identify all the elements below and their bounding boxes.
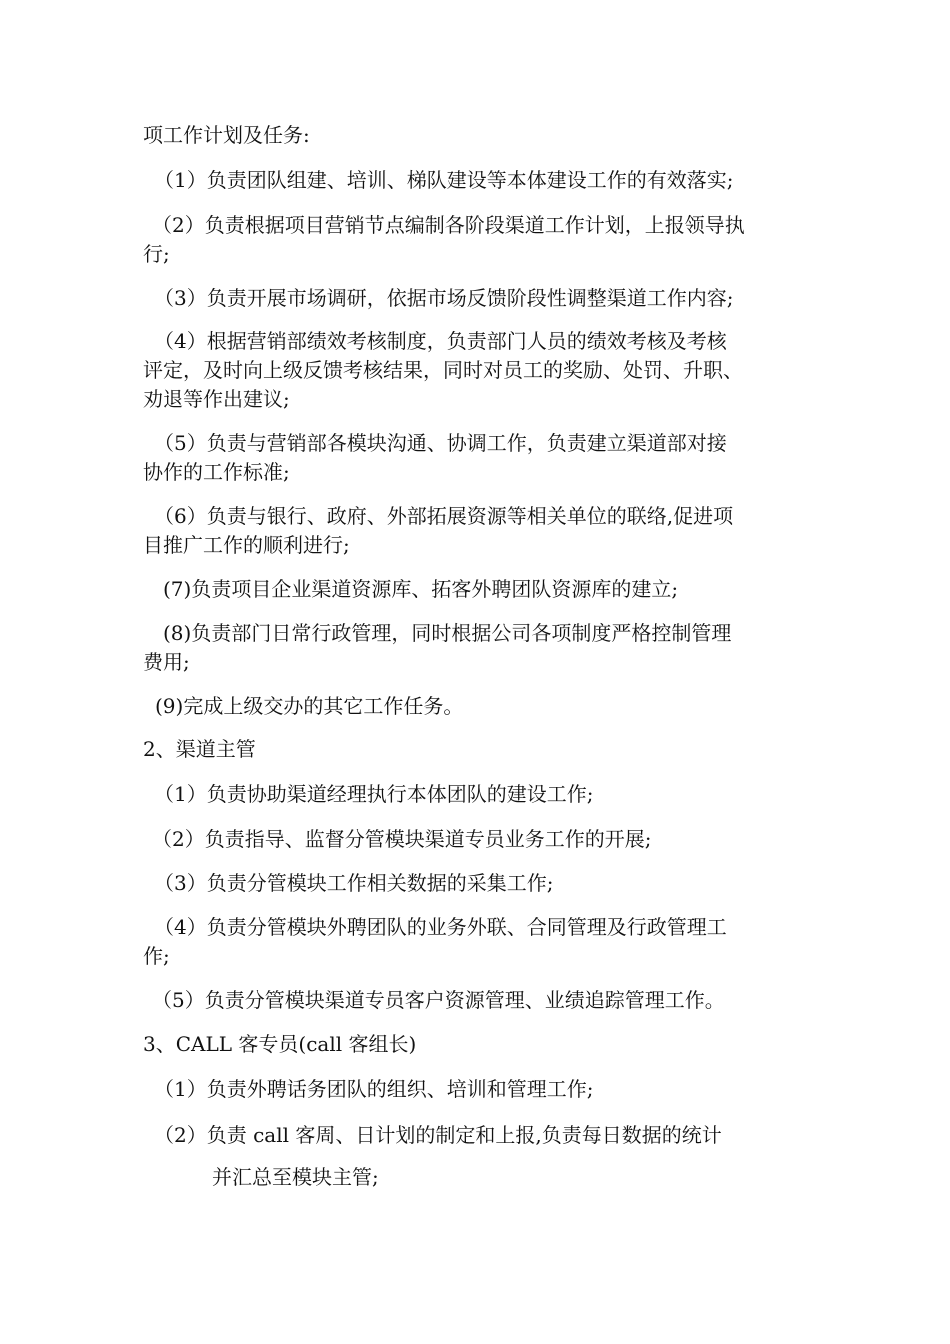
text-line: （2）负责 call 客周、日计划的制定和上报,负责每日数据的统计 (154, 1123, 722, 1147)
paragraph-s2-item-5 (152, 986, 832, 1015)
text-line: 2、渠道主管 (143, 737, 256, 761)
text-line: (7)负责项目企业渠道资源库、拓客外聘团队资源库的建立; (163, 577, 679, 601)
text-line: 协作的工作标准; (143, 460, 290, 484)
paragraph-s3-item-2-cont (212, 1163, 892, 1192)
paragraph-item-4 (143, 327, 834, 414)
text-line: 评定，及时向上级反馈考核结果，同时对员工的奖励、处罚、升职、 (143, 358, 743, 382)
paragraph-s3-item-2 (154, 1121, 834, 1150)
paragraph-item-3 (154, 284, 834, 313)
paragraph-item-6 (143, 502, 834, 560)
text-line: （5）负责与营销部各模块沟通、协调工作，负责建立渠道部对接 (154, 431, 727, 455)
paragraph-s2-item-3 (154, 869, 834, 898)
text-line: （5）负责分管模块渠道专员客户资源管理、业绩追踪管理工作。 (152, 988, 725, 1012)
text-line: 并汇总至模块主管; (212, 1165, 379, 1189)
text-line: 费用; (143, 650, 190, 674)
section-heading-2 (143, 735, 823, 764)
text-line: （1）负责外聘话务团队的组织、培训和管理工作; (154, 1077, 594, 1101)
paragraph-item-5 (143, 429, 834, 487)
text-line: （2）负责根据项目营销节点编制各阶段渠道工作计划，上报领导执 (152, 213, 745, 237)
text-line: （2）负责指导、监督分管模块渠道专员业务工作的开展; (152, 827, 652, 851)
paragraph-s2-item-4 (143, 913, 834, 971)
text-line: (9)完成上级交办的其它工作任务。 (155, 694, 464, 718)
text-line: （6）负责与银行、政府、外部拓展资源等相关单位的联络,促进项 (154, 504, 734, 528)
paragraph-s3-item-1 (154, 1075, 834, 1104)
paragraph-item-7 (163, 575, 843, 604)
text-line: （1）负责协助渠道经理执行本体团队的建设工作; (154, 782, 594, 806)
paragraph-s2-item-1 (154, 780, 834, 809)
paragraph-s2-item-2 (152, 825, 832, 854)
text-line: （4）负责分管模块外聘团队的业务外联、合同管理及行政管理工 (154, 915, 727, 939)
text-line: （4）根据营销部绩效考核制度，负责部门人员的绩效考核及考核 (154, 329, 727, 353)
paragraph-item-1 (154, 166, 834, 195)
text-line: （3）负责开展市场调研，依据市场反馈阶段性调整渠道工作内容; (154, 286, 734, 310)
text-line: （3）负责分管模块工作相关数据的采集工作; (154, 871, 554, 895)
text-line: (8)负责部门日常行政管理，同时根据公司各项制度严格控制管理 (163, 621, 732, 645)
text-line: 3、CALL 客专员(call 客组长) (143, 1032, 417, 1056)
text-line: 行; (143, 242, 170, 266)
text-line: 作; (143, 944, 170, 968)
text-line: （1）负责团队组建、培训、梯队建设等本体建设工作的有效落实; (154, 168, 734, 192)
text-line: 目推广工作的顺利进行; (143, 533, 350, 557)
text-line: 项工作计划及任务: (143, 123, 310, 147)
paragraph-item-8 (143, 619, 843, 677)
paragraph-intro (143, 121, 823, 150)
text-line: 劝退等作出建议; (143, 387, 290, 411)
section-heading-3 (143, 1030, 823, 1059)
paragraph-item-9 (155, 692, 835, 721)
paragraph-item-2 (143, 211, 832, 269)
